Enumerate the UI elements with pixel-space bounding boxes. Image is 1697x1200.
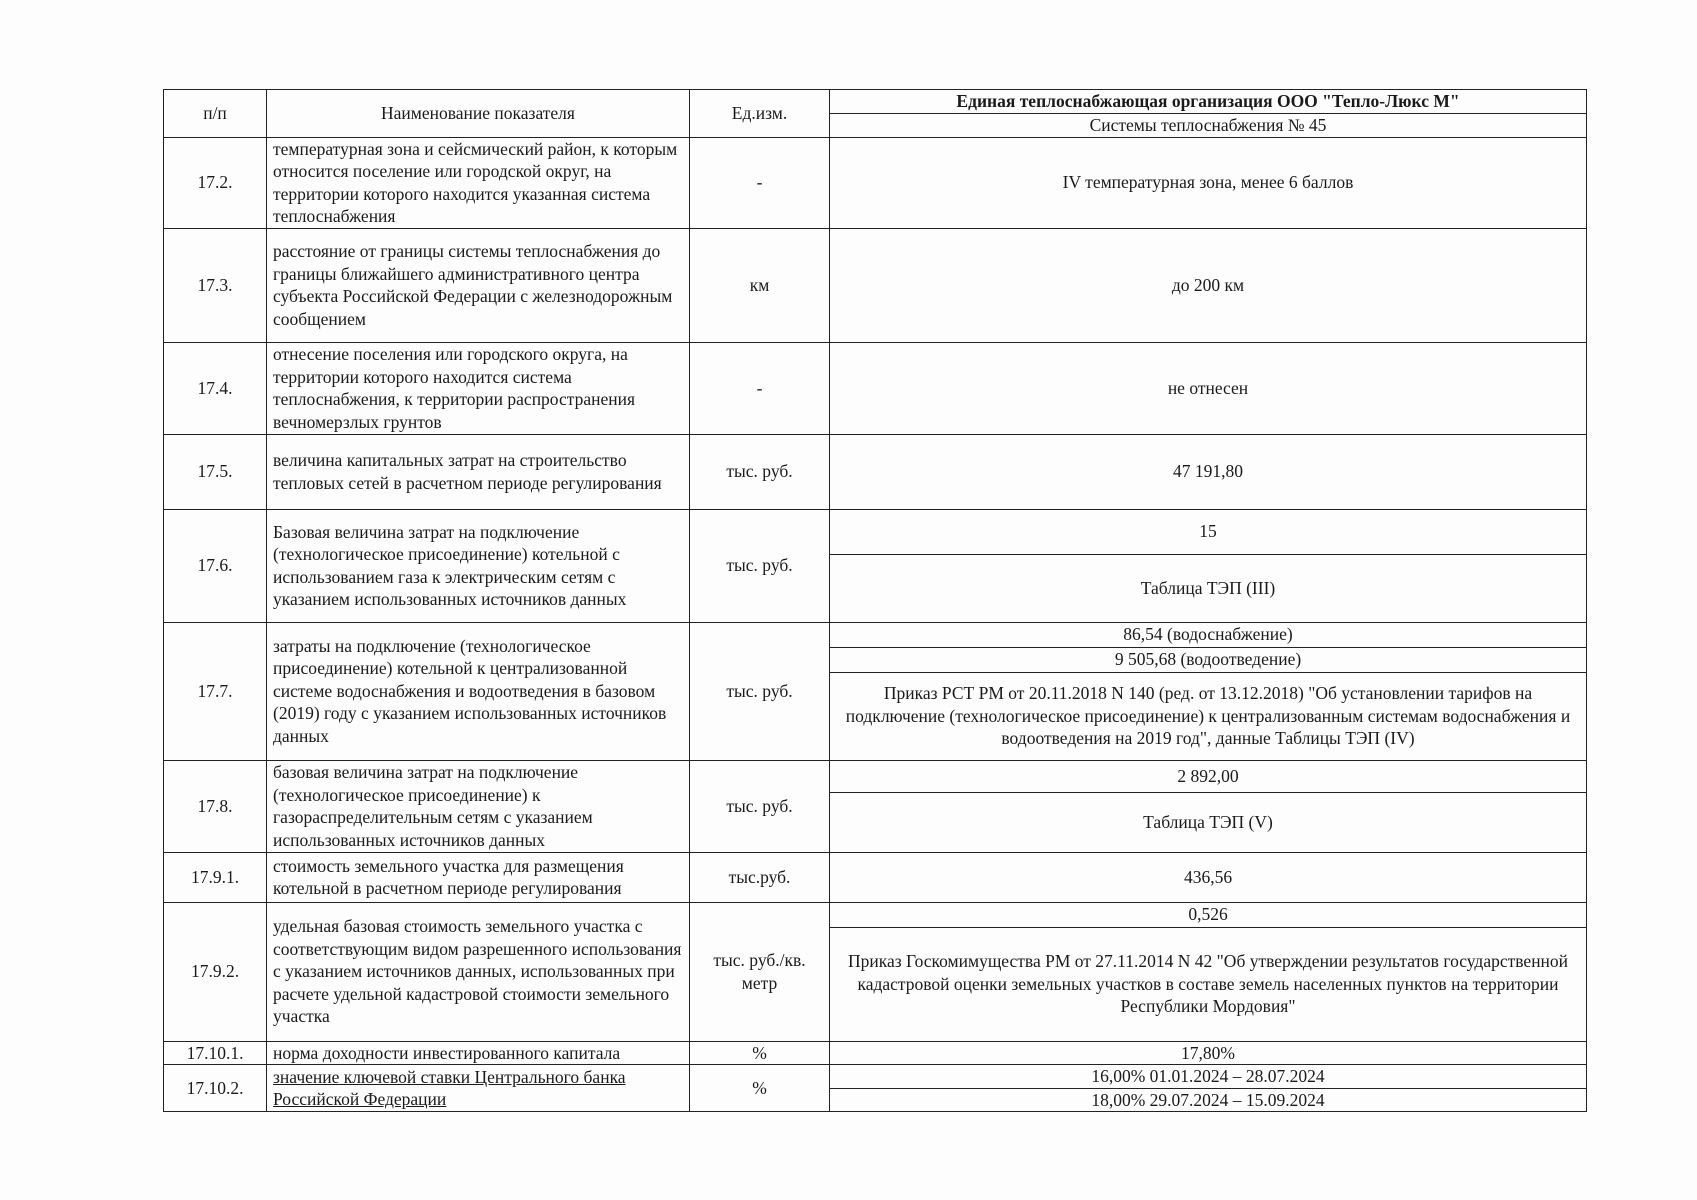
indicators-table <box>163 89 1587 1112</box>
row-value-source: Приказ РСТ РМ от 20.11.2018 N 140 (ред. от 13.12.2018) "Об установлении тарифов на подключение (технологическое присоединение) к централизованным системам водоснабжения и водоотведения на 2019 год", данные Таблицы ТЭП (IV) <box>830 672 1587 760</box>
table-row <box>164 509 1587 554</box>
row-unit: тыс. руб./кв. метр <box>690 902 830 1041</box>
row-unit: км <box>690 228 830 342</box>
row-name: Базовая величина затрат на подключение (технологическое присоединение) котельной с использованием газа к электрическим сетям с указанием использованных источников данных <box>267 509 690 622</box>
row-unit: тыс. руб. <box>690 509 830 622</box>
row-number: 17.7. <box>164 622 267 760</box>
table-row <box>164 1041 1587 1065</box>
header-num: п/п <box>164 90 267 138</box>
table-row <box>164 228 1587 342</box>
row-name: отнесение поселения или городского округа, на территории которого находится система теплоснабжения, к территории распространения вечномерзлых грунтов <box>267 342 690 434</box>
row-value: до 200 км <box>830 228 1587 342</box>
row-value: 436,56 <box>830 852 1587 902</box>
row-unit: тыс. руб. <box>690 760 830 852</box>
header-system: Системы теплоснабжения № 45 <box>830 114 1587 138</box>
row-unit: тыс. руб. <box>690 622 830 760</box>
row-name: норма доходности инвестированного капитала <box>267 1041 690 1065</box>
row-name: значение ключевой ставки Центрального банка Российской Федерации <box>267 1065 690 1112</box>
table-row <box>164 137 1587 228</box>
row-value-period-2: 18,00% 29.07.2024 – 15.09.2024 <box>830 1088 1587 1112</box>
row-name: расстояние от границы системы теплоснабжения до границы ближайшего административного центра субъекта Российской Федерации с железнодорожным сообщением <box>267 228 690 342</box>
row-value-sewage: 9 505,68 (водоотведение) <box>830 647 1587 672</box>
row-name: удельная базовая стоимость земельного участка с соответствующим видом разрешенного использования с указанием источников данных, использованных при расчете удельной кадастровой стоимости земельного участка <box>267 902 690 1041</box>
row-unit: % <box>690 1041 830 1065</box>
header-unit: Ед.изм. <box>690 90 830 138</box>
table-row <box>164 434 1587 509</box>
row-value: IV температурная зона, менее 6 баллов <box>830 137 1587 228</box>
table-row <box>164 902 1587 927</box>
table-row <box>164 342 1587 434</box>
row-value: 0,526 <box>830 902 1587 927</box>
row-name: базовая величина затрат на подключение (технологическое присоединение) к газораспределительным сетям с указанием использованных источников данных <box>267 760 690 852</box>
row-number: 17.8. <box>164 760 267 852</box>
row-number: 17.10.2. <box>164 1065 267 1112</box>
header-org: Единая теплоснабжающая организация ООО "Тепло-Люкс М" <box>830 90 1587 114</box>
row-value-period-1: 16,00% 01.01.2024 – 28.07.2024 <box>830 1065 1587 1089</box>
row-value-source: Таблица ТЭП (V) <box>830 792 1587 852</box>
row-number: 17.2. <box>164 137 267 228</box>
table-row <box>164 760 1587 792</box>
row-number: 17.6. <box>164 509 267 622</box>
row-number: 17.3. <box>164 228 267 342</box>
row-name: затраты на подключение (технологическое присоединение) котельной к централизованной системе водоснабжения и водоотведения в базовом (2019) году с указанием использованных источников данных <box>267 622 690 760</box>
header-row <box>164 90 1587 114</box>
row-value: 47 191,80 <box>830 434 1587 509</box>
row-number: 17.9.2. <box>164 902 267 1041</box>
row-name: стоимость земельного участка для размещения котельной в расчетном периоде регулирования <box>267 852 690 902</box>
row-value: 15 <box>830 509 1587 554</box>
row-unit: - <box>690 137 830 228</box>
row-unit: тыс.руб. <box>690 852 830 902</box>
row-number: 17.9.1. <box>164 852 267 902</box>
row-value: 2 892,00 <box>830 760 1587 792</box>
header-name: Наименование показателя <box>267 90 690 138</box>
row-number: 17.10.1. <box>164 1041 267 1065</box>
row-name: температурная зона и сейсмический район, к которым относится поселение или городской округ, на территории которого находится указанная система теплоснабжения <box>267 137 690 228</box>
row-unit: тыс. руб. <box>690 434 830 509</box>
table-row <box>164 852 1587 902</box>
table-row <box>164 1065 1587 1089</box>
row-value-water: 86,54 (водоснабжение) <box>830 622 1587 647</box>
row-unit: - <box>690 342 830 434</box>
row-value-source: Таблица ТЭП (III) <box>830 554 1587 622</box>
row-value-source: Приказ Госкомимущества РМ от 27.11.2014 N 42 "Об утверждении результатов государственной кадастровой оценки земельных участков в составе земель населенных пунктов на территории Республики Мордовия" <box>830 927 1587 1041</box>
row-number: 17.4. <box>164 342 267 434</box>
row-name: величина капитальных затрат на строительство тепловых сетей в расчетном периоде регулирования <box>267 434 690 509</box>
row-unit: % <box>690 1065 830 1112</box>
row-value: не отнесен <box>830 342 1587 434</box>
table-row <box>164 622 1587 647</box>
row-number: 17.5. <box>164 434 267 509</box>
row-value: 17,80% <box>830 1041 1587 1065</box>
